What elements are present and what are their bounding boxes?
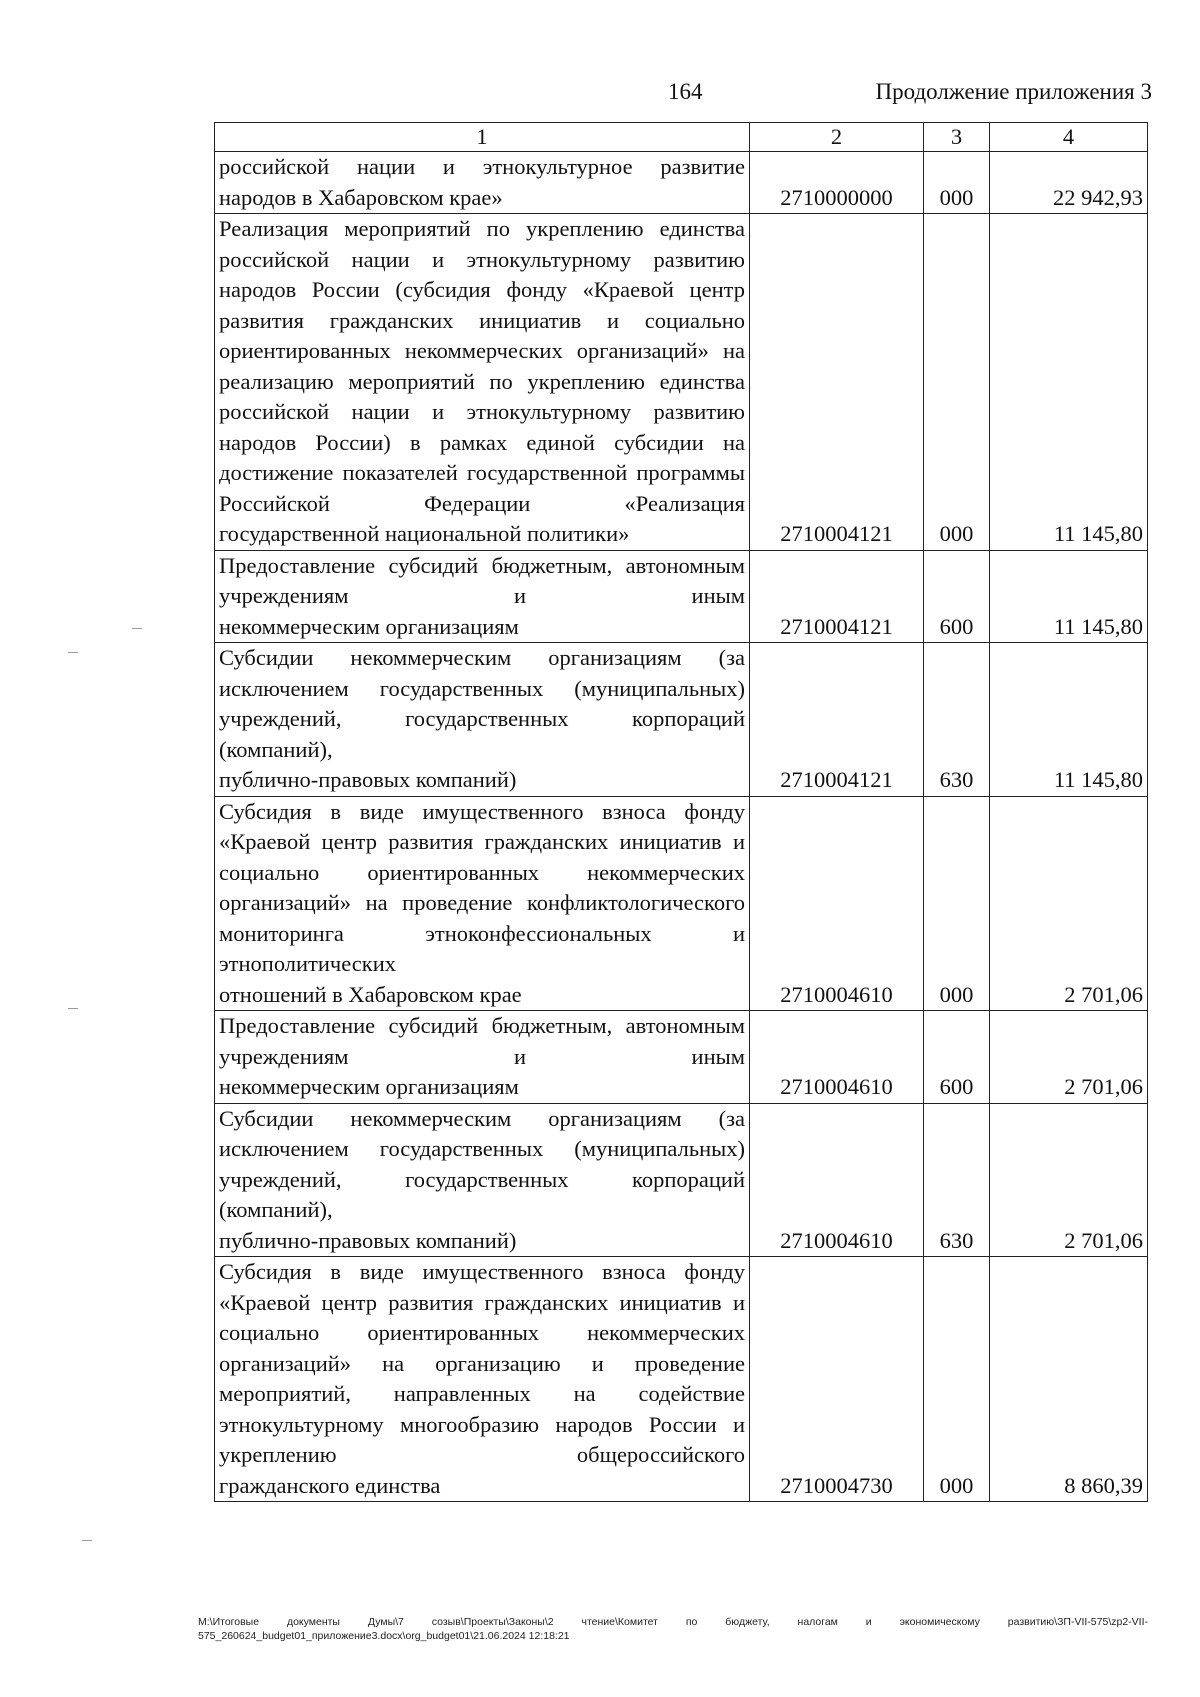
page-number: 164	[668, 79, 703, 104]
table-row	[215, 1011, 1148, 1104]
margin-tick	[68, 1008, 78, 1009]
row-description	[215, 796, 750, 1011]
row-description-last-line: отношений в Хабаровском крае	[219, 981, 522, 1007]
row-description	[215, 550, 750, 643]
column-number-2: 2	[750, 123, 924, 152]
row-target-code: 2710004610	[750, 1103, 924, 1257]
row-expense-type: 630	[924, 643, 990, 797]
row-target-code: 2710004121	[750, 550, 924, 643]
margin-tick	[68, 652, 78, 653]
column-number-1: 1	[215, 123, 750, 152]
row-expense-type: 000	[924, 152, 990, 214]
row-description-text: Субсидия в виде имущественного взноса фонду «Краевой центр развития гражданских инициатив и социально ориентированных некоммерческих организаций» на организацию и проведение мероприятий, направленных на содействие этнокультурному многообразию народов России и укреплению общероссийского	[219, 1259, 745, 1467]
row-description-text: Предоставление субсидий бюджетным, автономным учреждениям и иным	[219, 1013, 745, 1069]
row-description-text: Реализация мероприятий по укреплению единства российской нации и этнокультурному развитию народов России (субсидия фонду «Краевой центр развития гражданских инициатив и социально ориентированных некоммерческих организаций» на реализацию мероприятий по укреплению единства российской нации и этнокультурному развитию народов России) в рамках единой субсидии на достижение показателей государственной программы Российской Федерации «Реализация	[219, 216, 745, 516]
row-expense-type: 000	[924, 1257, 990, 1502]
table-row	[215, 643, 1148, 797]
margin-tick	[82, 1540, 92, 1541]
row-description-text: Субсидия в виде имущественного взноса фонду «Краевой центр развития гражданских инициатив и социально ориентированных некоммерческих организаций» на проведение конфликтологического мониторинга этноконфессиональных и этнополитических	[219, 798, 745, 976]
row-description-last-line: публично-правовых компаний)	[219, 767, 517, 792]
row-expense-type: 000	[924, 796, 990, 1011]
row-description	[215, 1103, 750, 1257]
row-description	[215, 152, 750, 214]
table-row	[215, 550, 1148, 643]
row-description-last-line: государственной национальной политики»	[219, 521, 630, 546]
row-expense-type: 630	[924, 1103, 990, 1257]
table-row	[215, 152, 1148, 214]
row-amount: 11 145,80	[990, 550, 1148, 643]
row-target-code: 2710004121	[750, 643, 924, 797]
row-target-code: 2710004121	[750, 214, 924, 551]
row-amount: 11 145,80	[990, 214, 1148, 551]
row-amount: 2 701,06	[990, 796, 1148, 1011]
row-description-text: Предоставление субсидий бюджетным, автономным учреждениям и иным	[219, 552, 745, 608]
row-amount: 2 701,06	[990, 1011, 1148, 1104]
row-description	[215, 1011, 750, 1104]
table-row	[215, 1257, 1148, 1502]
row-expense-type: 000	[924, 214, 990, 551]
row-description-last-line: народов в Хабаровском крае»	[219, 184, 503, 210]
budget-allocation-table	[214, 122, 1148, 1502]
row-target-code: 2710000000	[750, 152, 924, 214]
row-description	[215, 643, 750, 797]
table-row	[215, 214, 1148, 551]
row-target-code: 2710004610	[750, 796, 924, 1011]
row-description-last-line: гражданского единства	[219, 1472, 441, 1498]
row-description-last-line: публично-правовых компаний)	[219, 1227, 517, 1253]
column-number-3: 3	[924, 123, 990, 152]
table-row	[215, 796, 1148, 1011]
row-target-code: 2710004610	[750, 1011, 924, 1104]
table-row	[215, 1103, 1148, 1257]
row-target-code: 2710004730	[750, 1257, 924, 1502]
document-file-path: М:\Итоговые документы Думы\7 созыв\Проекты\Законы\2 чтение\Комитет по бюджету, налогам и экономическому развитию\ЗП-VII-575\zp2-VII-575_260624_budget01_приложение3.docx\org_budget01\21.06.2024 12:18:21	[198, 1616, 1148, 1642]
row-amount: 8 860,39	[990, 1257, 1148, 1502]
appendix-continuation-caption: Продолжение приложения 3	[875, 79, 1152, 104]
column-number-4: 4	[990, 123, 1148, 152]
row-amount: 22 942,93	[990, 152, 1148, 214]
row-description-last-line: некоммерческим организациям	[219, 613, 519, 639]
column-number-row	[215, 123, 1148, 152]
margin-tick	[132, 628, 142, 629]
row-expense-type: 600	[924, 1011, 990, 1104]
row-expense-type: 600	[924, 550, 990, 643]
row-amount: 2 701,06	[990, 1103, 1148, 1257]
row-description-last-line: некоммерческим организациям	[219, 1074, 519, 1099]
row-description-text: российской нации и этнокультурное развитие	[219, 154, 745, 179]
row-description	[215, 214, 750, 551]
row-description	[215, 1257, 750, 1502]
row-amount: 11 145,80	[990, 643, 1148, 797]
row-description-text: Субсидии некоммерческим организациям (за исключением государственных (муниципальных) учреждений, государственных корпораций (компаний),	[219, 645, 745, 762]
row-description-text: Субсидии некоммерческим организациям (за исключением государственных (муниципальных) учреждений, государственных корпораций (компаний),	[219, 1105, 745, 1222]
